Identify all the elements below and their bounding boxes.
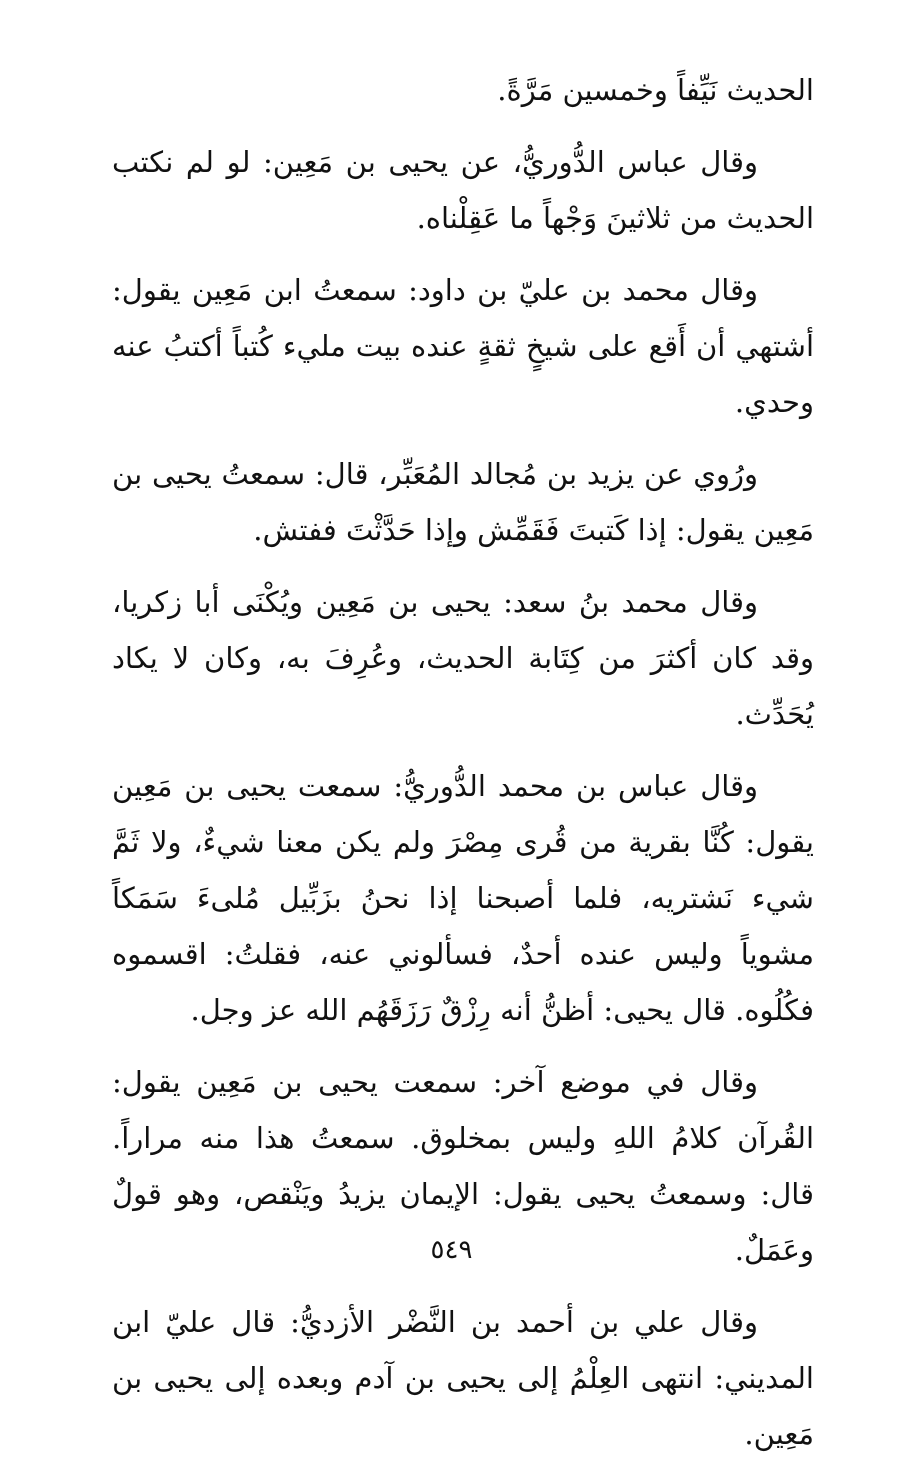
paragraph-abbas-egypt-story: وقال عباس بن محمد الدُّوريُّ: سمعت يحيى بن مَعِين يقول: كُنَّا بقرية من قُرى مِصْرَ ولم يكن معنا شيءٌ، ولا ثَمَّ شيء نَشتريه، فلما أصبحنا إذا نحنُ بزَبِّيل مُلىءَ سَمَكاً مشوياً وليس عنده أحدٌ، فسألوني عنه، فقلتُ: اقسموه فكُلُوه. قال يحيى: أظنُّ أنه رِزْقٌ رَزَقَهُم الله عز وجل. [112,769,814,1027]
paragraph-yazid-ibn-mujalid: ورُوي عن يزيد بن مُجالد المُعَبِّر، قال: سمعتُ يحيى بن مَعِين يقول: إذا كَتبتَ فَقَمِّش وإذا حَدَّثْتَ ففتش. [112,457,814,547]
paragraph-ali-ibn-ahmad: وقال علي بن أحمد بن النَّضْر الأزديُّ: قال عليّ ابن المديني: انتهى العِلْمُ إلى يحيى بن آدم وبعده إلى يحيى بن مَعِين. [112,1305,814,1451]
page-number: ٥٤٩ [430,1235,473,1265]
paragraph-abbas-duri: وقال عباس الدُّوريُّ، عن يحيى بن مَعِين: لو لم نكتب الحديث من ثلاثينَ وَجْهاً ما عَقِلْناه. [112,145,814,235]
paragraph-muhammad-ibn-ali: وقال محمد بن عليّ بن داود: سمعتُ ابن مَعِين يقول: أشتهي أن أَقع على شيخٍ ثقةٍ عنده بيت مليء كُتباً أكتبُ عنه وحدي. [112,273,814,419]
paragraph-continuation: الحديث نَيِّفاً وخمسين مَرَّةً. [497,73,814,107]
paragraph-quran-iman: وقال في موضع آخر: سمعت يحيى بن مَعِين يقول: القُرآن كلامُ اللهِ وليس بمخلوق. سمعتُ هذا منه مراراً. قال: وسمعتُ يحيى يقول: الإيمان يزيدُ ويَنْقص، وهو قولٌ وعَمَلٌ. [112,1065,814,1267]
paragraph-muhammad-ibn-sad: وقال محمد بنُ سعد: يحيى بن مَعِين ويُكْنَى أبا زكريا، وقد كان أكثرَ من كِتَابة الحديث، وعُرِفَ به، وكان لا يكاد يُحَدِّث. [112,585,814,731]
